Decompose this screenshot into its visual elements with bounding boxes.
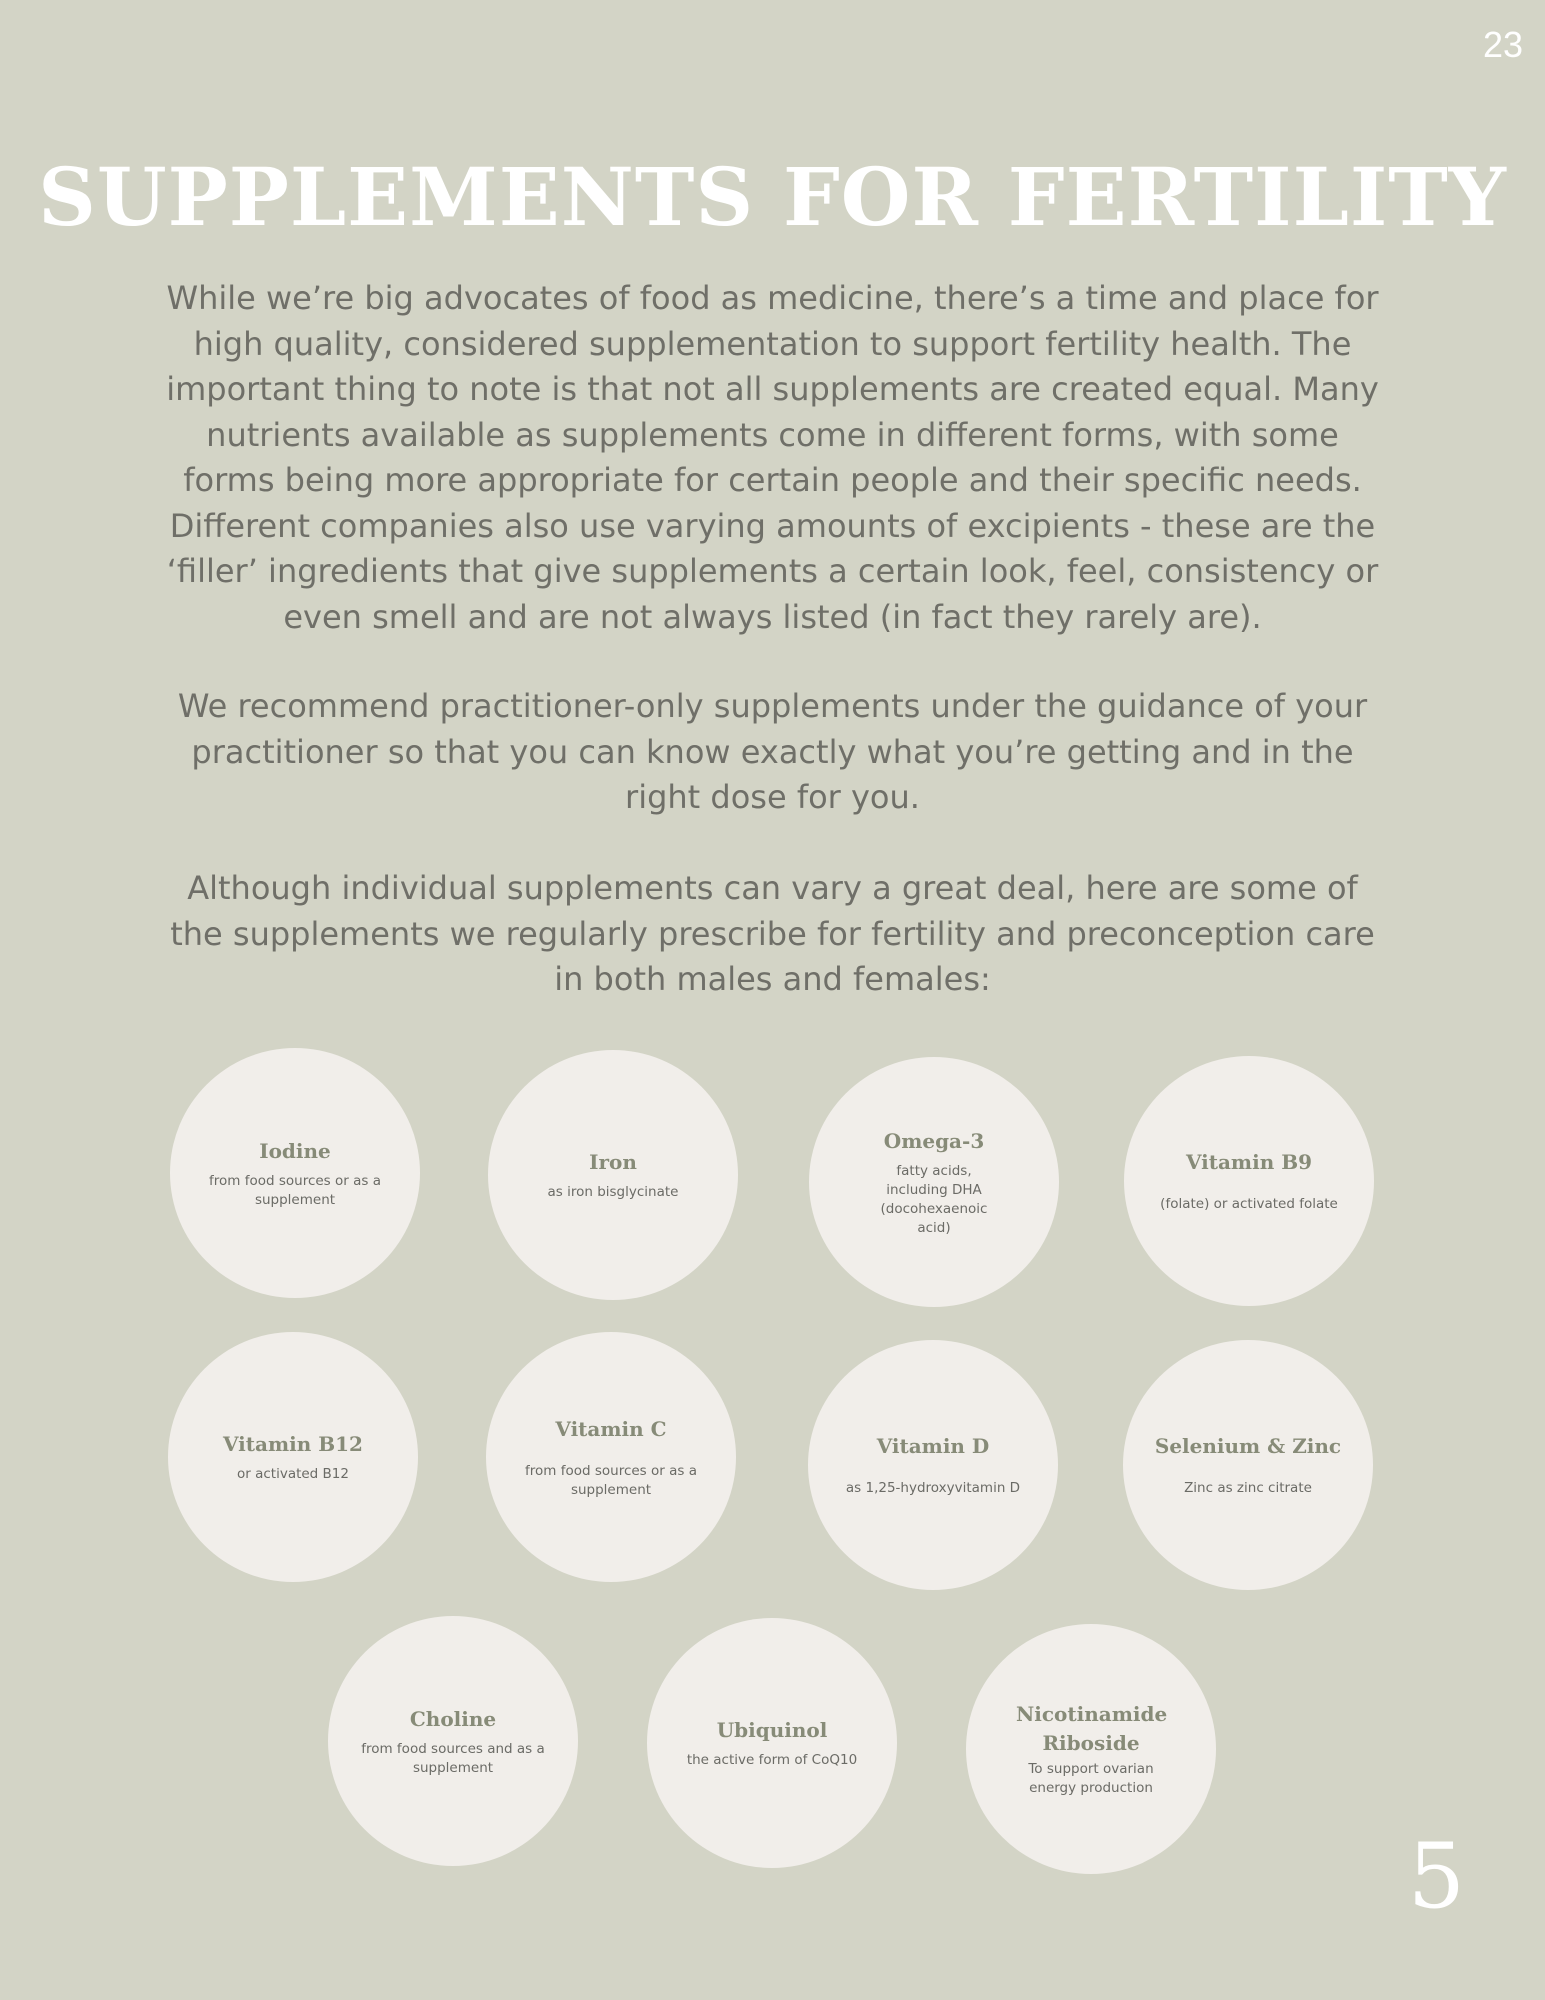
supplement-circle-vitamin-c [486,1332,736,1582]
supplement-detail: as 1,25-hydroxyvitamin D [845,1480,1021,1496]
section-number: 5 [1407,1824,1465,1929]
page-title: SUPPLEMENTS FOR FERTILITY [38,150,1507,244]
supplement-circle-choline [328,1616,578,1866]
supplement-detail: from food sources or as a supplement [525,1462,697,1498]
supplement-name: Selenium & Zinc [1154,1434,1342,1458]
supplement-name: Vitamin C [555,1416,667,1441]
supplement-circle-selenium-zinc [1123,1340,1373,1590]
supplement-circle-vitamin-b9 [1124,1056,1374,1306]
supplement-detail: the active form of CoQ10 [686,1752,858,1768]
supplement-name: Vitamin B12 [223,1432,363,1456]
supplement-detail: from food sources or as a supplement [209,1172,381,1208]
supplement-circle-vitamin-d [808,1340,1058,1590]
supplement-detail: Zinc as zinc citrate [1184,1480,1312,1496]
intro-paragraph-3: Although individual supplements can vary a great deal, here are some of the supplements we regularly prescribe for fertility and preconception care in both males and females: [170,869,1375,998]
supplement-circle-vitamin-b12 [168,1332,418,1582]
supplement-name: Iodine [259,1138,331,1163]
supplement-circle-iron [488,1050,738,1300]
supplement-name: Vitamin B9 [1185,1150,1313,1174]
supplement-circle-ubiquinol [647,1618,897,1868]
supplement-name: Ubiquinol [716,1718,828,1742]
supplement-name: Choline [409,1706,497,1731]
supplement-detail: as iron bisglycinate [547,1184,679,1200]
intro-paragraph-1: While we’re big advocates of food as medicine, there’s a time and place for high quality, considered supplementation to support fertility health. The important thing to note is that not all supplements are created equal. Many nutrients available as supplements come in different forms, with some forms being more appropriate for certain people and their specific needs. Different companies also use varying amounts of excipients - these are the ‘filler’ ingredients that give supplements a certain look, feel, consistency or even smell and are not always listed (in fact they rarely are). [166,279,1379,636]
supplement-circle-omega-3 [809,1057,1059,1307]
supplement-name: Vitamin D [876,1434,990,1458]
supplement-detail: To support ovarian energy production [1028,1761,1154,1796]
supplement-name: Iron [589,1150,637,1174]
supplement-circle-iodine [170,1048,420,1298]
intro-paragraph-2: We recommend practitioner-only supplements under the guidance of your practitioner so that you can know exactly what you’re getting and in the right dose for you. [177,687,1368,816]
supplement-circle-nicotinamide-riboside [966,1624,1216,1874]
supplement-detail: or activated B12 [236,1466,349,1482]
supplement-name: Nicotinamide Riboside [1016,1702,1168,1755]
supplement-name: Omega-3 [883,1128,985,1153]
page-number: 23 [1482,24,1523,65]
supplement-detail: from food sources and as a supplement [361,1740,545,1776]
supplement-detail: (folate) or activated folate [1160,1196,1338,1212]
supplement-detail: fatty acids, including DHA (docohexaenoic acid) [880,1162,988,1236]
